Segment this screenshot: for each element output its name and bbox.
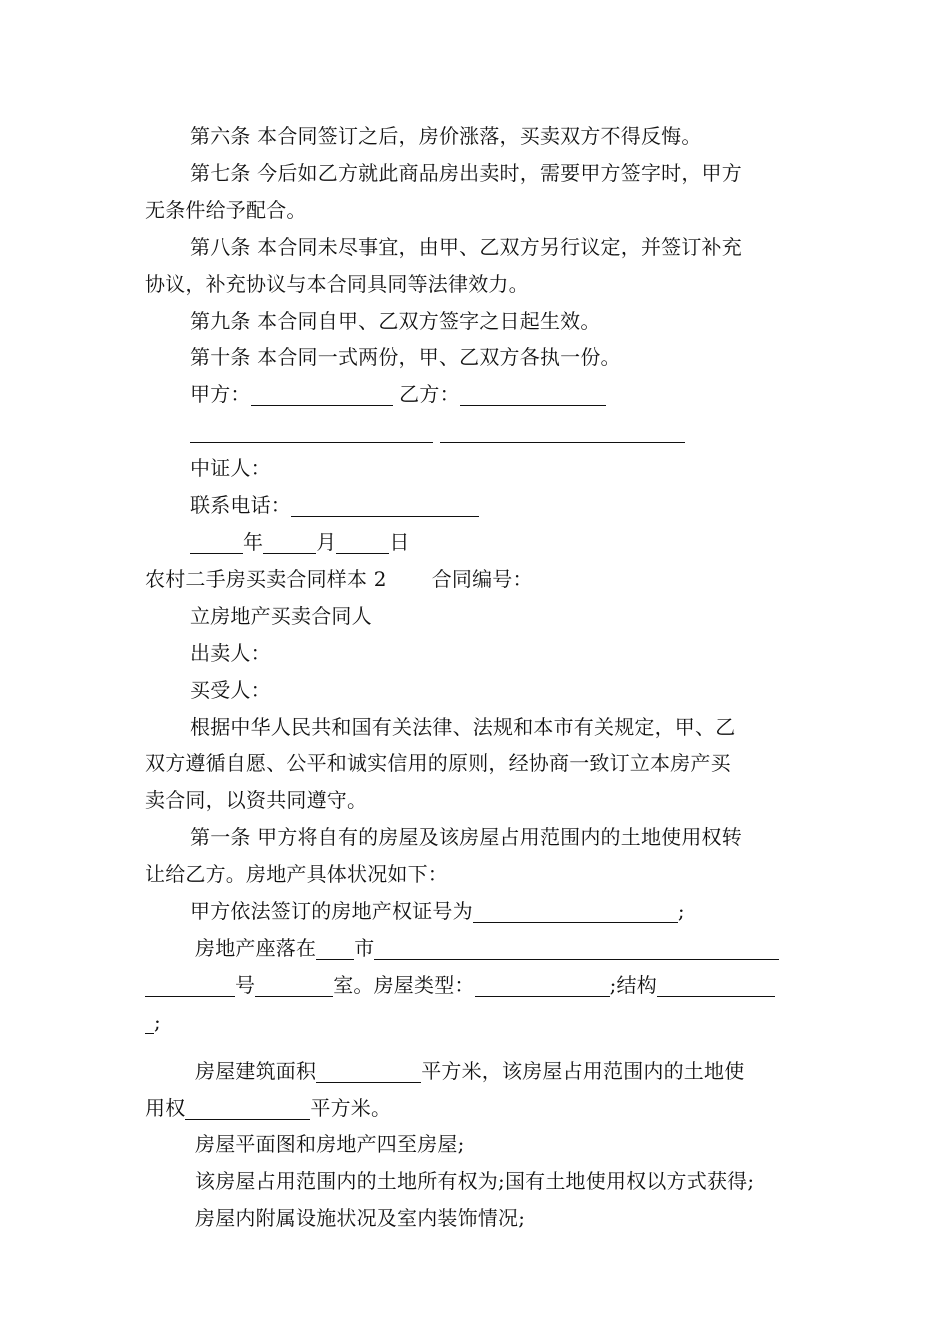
phone-line (145, 487, 810, 524)
certificate-line (145, 893, 810, 930)
certificate-blank (473, 900, 678, 923)
month-blank (263, 531, 316, 554)
sample-2-article-1-line-1: 第一条 甲方将自有的房屋及该房屋占用范围内的土地使用权转 (190, 825, 742, 850)
location-line-2 (145, 967, 810, 1004)
land-use-blank (185, 1097, 310, 1120)
structure-suffix: ; (154, 1009, 161, 1034)
article-8-line-2: 协议，补充协议与本合同具同等法律效力。 (145, 271, 529, 296)
area-label: 房屋建筑面积 (195, 1058, 317, 1083)
structure-blank-cont (145, 1011, 154, 1034)
article-7-line-1: 第七条 今后如乙方就此商品房出卖时，需要甲方签字时，甲方 (190, 160, 742, 185)
location-city-label: 市 (354, 935, 375, 960)
parties-intro: 立房地产买卖合同人 (190, 603, 372, 628)
land-use-unit: 平方米。 (310, 1095, 392, 1120)
location-line-1 (145, 930, 810, 967)
land-use-label: 用权 (145, 1095, 186, 1120)
article-6: 第六条 本合同签订之后，房价涨落，买卖双方不得反悔。 (190, 124, 702, 148)
house-type-label: 室。房屋类型： (333, 972, 475, 997)
certificate-label: 甲方依法签订的房地产权证号为 (190, 899, 473, 924)
signature-line (145, 376, 810, 413)
witness-label: 中证人： (190, 456, 271, 481)
day-blank (336, 531, 389, 554)
area-line-2 (145, 1090, 810, 1127)
phone-label: 联系电话： (190, 493, 291, 518)
facilities-line: 房屋内附属设施状况及室内装饰情况; (195, 1206, 526, 1231)
location-room-blank (255, 974, 333, 997)
location-label: 房地产座落在 (195, 935, 317, 960)
preamble-line-1: 根据中华人民共和国有关法律、法规和本市有关规定，甲、乙 (190, 714, 736, 739)
date-line (145, 524, 810, 561)
structure-blank (657, 974, 775, 997)
sample-2-article-1-line-2: 让给乙方。房地产具体状况如下： (145, 862, 448, 887)
year-blank (190, 531, 243, 554)
day-label: 日 (389, 529, 410, 554)
article-7-line-2: 无条件给予配合。 (145, 197, 307, 222)
phone-blank (291, 494, 479, 517)
floor-plan-line: 房屋平面图和房地产四至房屋; (195, 1132, 465, 1157)
signature-blank-2 (440, 420, 685, 443)
area-mid-text: 平方米，该房屋占用范围内的土地使 (421, 1058, 745, 1083)
buyer-label: 买受人： (190, 677, 271, 702)
article-10: 第十条 本合同一式两份，甲、乙双方各执一份。 (190, 345, 621, 370)
contract-number-label: 合同编号： (431, 566, 533, 591)
area-line-1 (145, 1053, 810, 1090)
article-9: 第九条 本合同自甲、乙双方签字之日起生效。 (190, 308, 601, 333)
seller-label: 出卖人： (190, 640, 271, 665)
year-label: 年 (243, 529, 264, 554)
party-b-blank (460, 383, 606, 406)
location-number-label: 号 (235, 972, 256, 997)
signature-blank-line (145, 413, 810, 450)
preamble-line-3: 卖合同，以资共同遵守。 (145, 788, 368, 813)
party-a-label: 甲方： (190, 382, 251, 407)
location-city-blank (316, 937, 354, 960)
land-right-line: 该房屋占用范围内的土地所有权为;国有土地使用权以方式获得; (195, 1169, 755, 1194)
document-body (145, 118, 810, 1237)
house-type-blank (475, 974, 610, 997)
article-8-line-1: 第八条 本合同未尽事宜，由甲、乙双方另行议定，并签订补充 (190, 234, 742, 259)
location-number-blank (145, 974, 235, 997)
month-label: 月 (316, 529, 337, 554)
signature-blank-1 (190, 420, 433, 443)
sample-2-title: 农村二手房买卖合同样本 2 (145, 566, 387, 591)
certificate-suffix: ; (677, 899, 685, 924)
location-line-3 (145, 1004, 810, 1041)
preamble-line-2: 双方遵循自愿、公平和诚实信用的原则，经协商一致订立本房产买 (145, 751, 731, 776)
sample-2-heading (145, 561, 810, 598)
location-street-blank (374, 937, 779, 960)
party-a-blank (251, 383, 393, 406)
party-b-label: 乙方： (399, 382, 460, 407)
area-blank (316, 1060, 421, 1083)
structure-label: ;结构 (609, 972, 657, 997)
